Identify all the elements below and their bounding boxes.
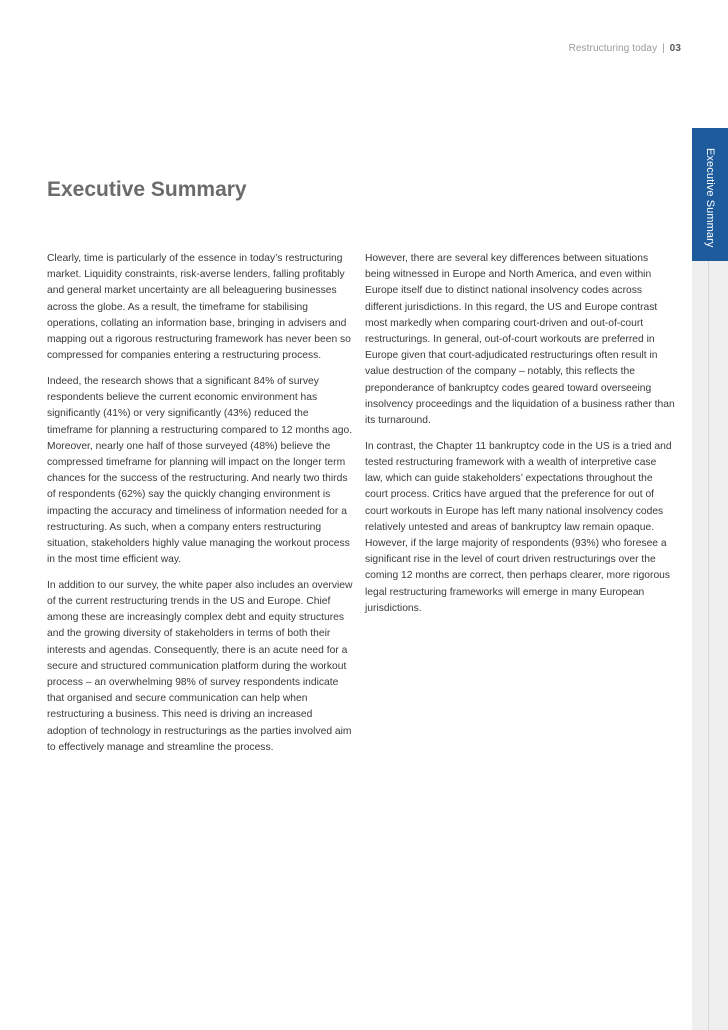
paragraph: Indeed, the research shows that a significant 84% of survey respondents believe the current economic environment has significantly (41%) or very significantly (43%) reduced the timeframe for planning a restructuring compared to 12 months ago. Moreover, nearly one half of those surveyed (48%) believe the compressed timeframe for planning will impact on the longer term chances for the success of the restructuring. And nearly two thirds of respondents (62%) say the quickly changing environment is impacting the accuracy and timeliness of information needed for a restructuring. As such, when a company enters restructuring situation, stakeholders highly value managing the workout process in the most time efficient way. bbox=[47, 375, 353, 566]
header-separator: | bbox=[662, 43, 665, 54]
paragraph: In addition to our survey, the white paper also includes an overview of the current restructuring trends in the US and Europe. Chief among these are increasingly complex debt and equity structures and the growing diversity of stakeholders in terms of both their interests and agendas. Consequently, there is an acute need for a secure and structured communication platform during the workout process – an overwhelming 98% of survey respondents indicate that organised and secure communication can help when restructuring a business. This need is driving an increased adoption of technology in restructurings as the parties involved aim to effectively manage and streamline the process. bbox=[47, 579, 353, 753]
running-header bbox=[569, 43, 681, 54]
right-text-column bbox=[365, 251, 675, 626]
paragraph: However, there are several key differences between situations being witnessed in Europe and North America, and even within Europe itself due to distinct national insolvency codes across different jurisdictions. In this regard, the US and Europe contrast most markedly when comparing court-driven and out-of-court restructurings. In general, out-of-court workouts are preferred in Europe given that court-adjudicated restructurings often result in value destruction of the company – notably, this reflects the preponderance of bankruptcy codes geared toward overseeing insolvency proceedings and the liquidation of a business rather than its turnaround. bbox=[365, 253, 675, 427]
header-section-title: Restructuring today bbox=[568, 43, 658, 54]
paragraph: Clearly, time is particularly of the essence in today’s restructuring market. Liquidity constraints, risk-averse lenders, falling profitably and general market uncertainty are all beleaguering businesses across the globe. As a result, the timeframe for stabilising operations, collating an information base, bringing in advisers and mapping out a rigorous restructuring framework has never been so compressed for companies entering a restructuring process. bbox=[47, 253, 351, 362]
paragraph: In contrast, the Chapter 11 bankruptcy code in the US is a tried and tested restructuring framework with a wealth of interpretive case law, which can guide stakeholders’ expectations throughout the court process. Critics have argued that the preference for out of court workouts in Europe has left many national insolvency codes relatively untested and areas of bankruptcy law remain opaque. However, if the large majority of respondents (93%) who foresee a significant rise in the level of court driven restructurings over the coming 12 months are correct, then perhaps clearer, more rigorous legal restructuring frameworks will emerge in many European jurisdictions. bbox=[365, 440, 672, 614]
page-number: 03 bbox=[669, 43, 681, 54]
side-margin-band bbox=[692, 261, 728, 1030]
section-side-tab bbox=[692, 128, 728, 261]
page-title: Executive Summary bbox=[47, 178, 247, 201]
section-side-tab-label: Executive Summary bbox=[704, 148, 716, 248]
side-margin-rule bbox=[708, 261, 709, 1030]
left-text-column bbox=[47, 251, 353, 766]
